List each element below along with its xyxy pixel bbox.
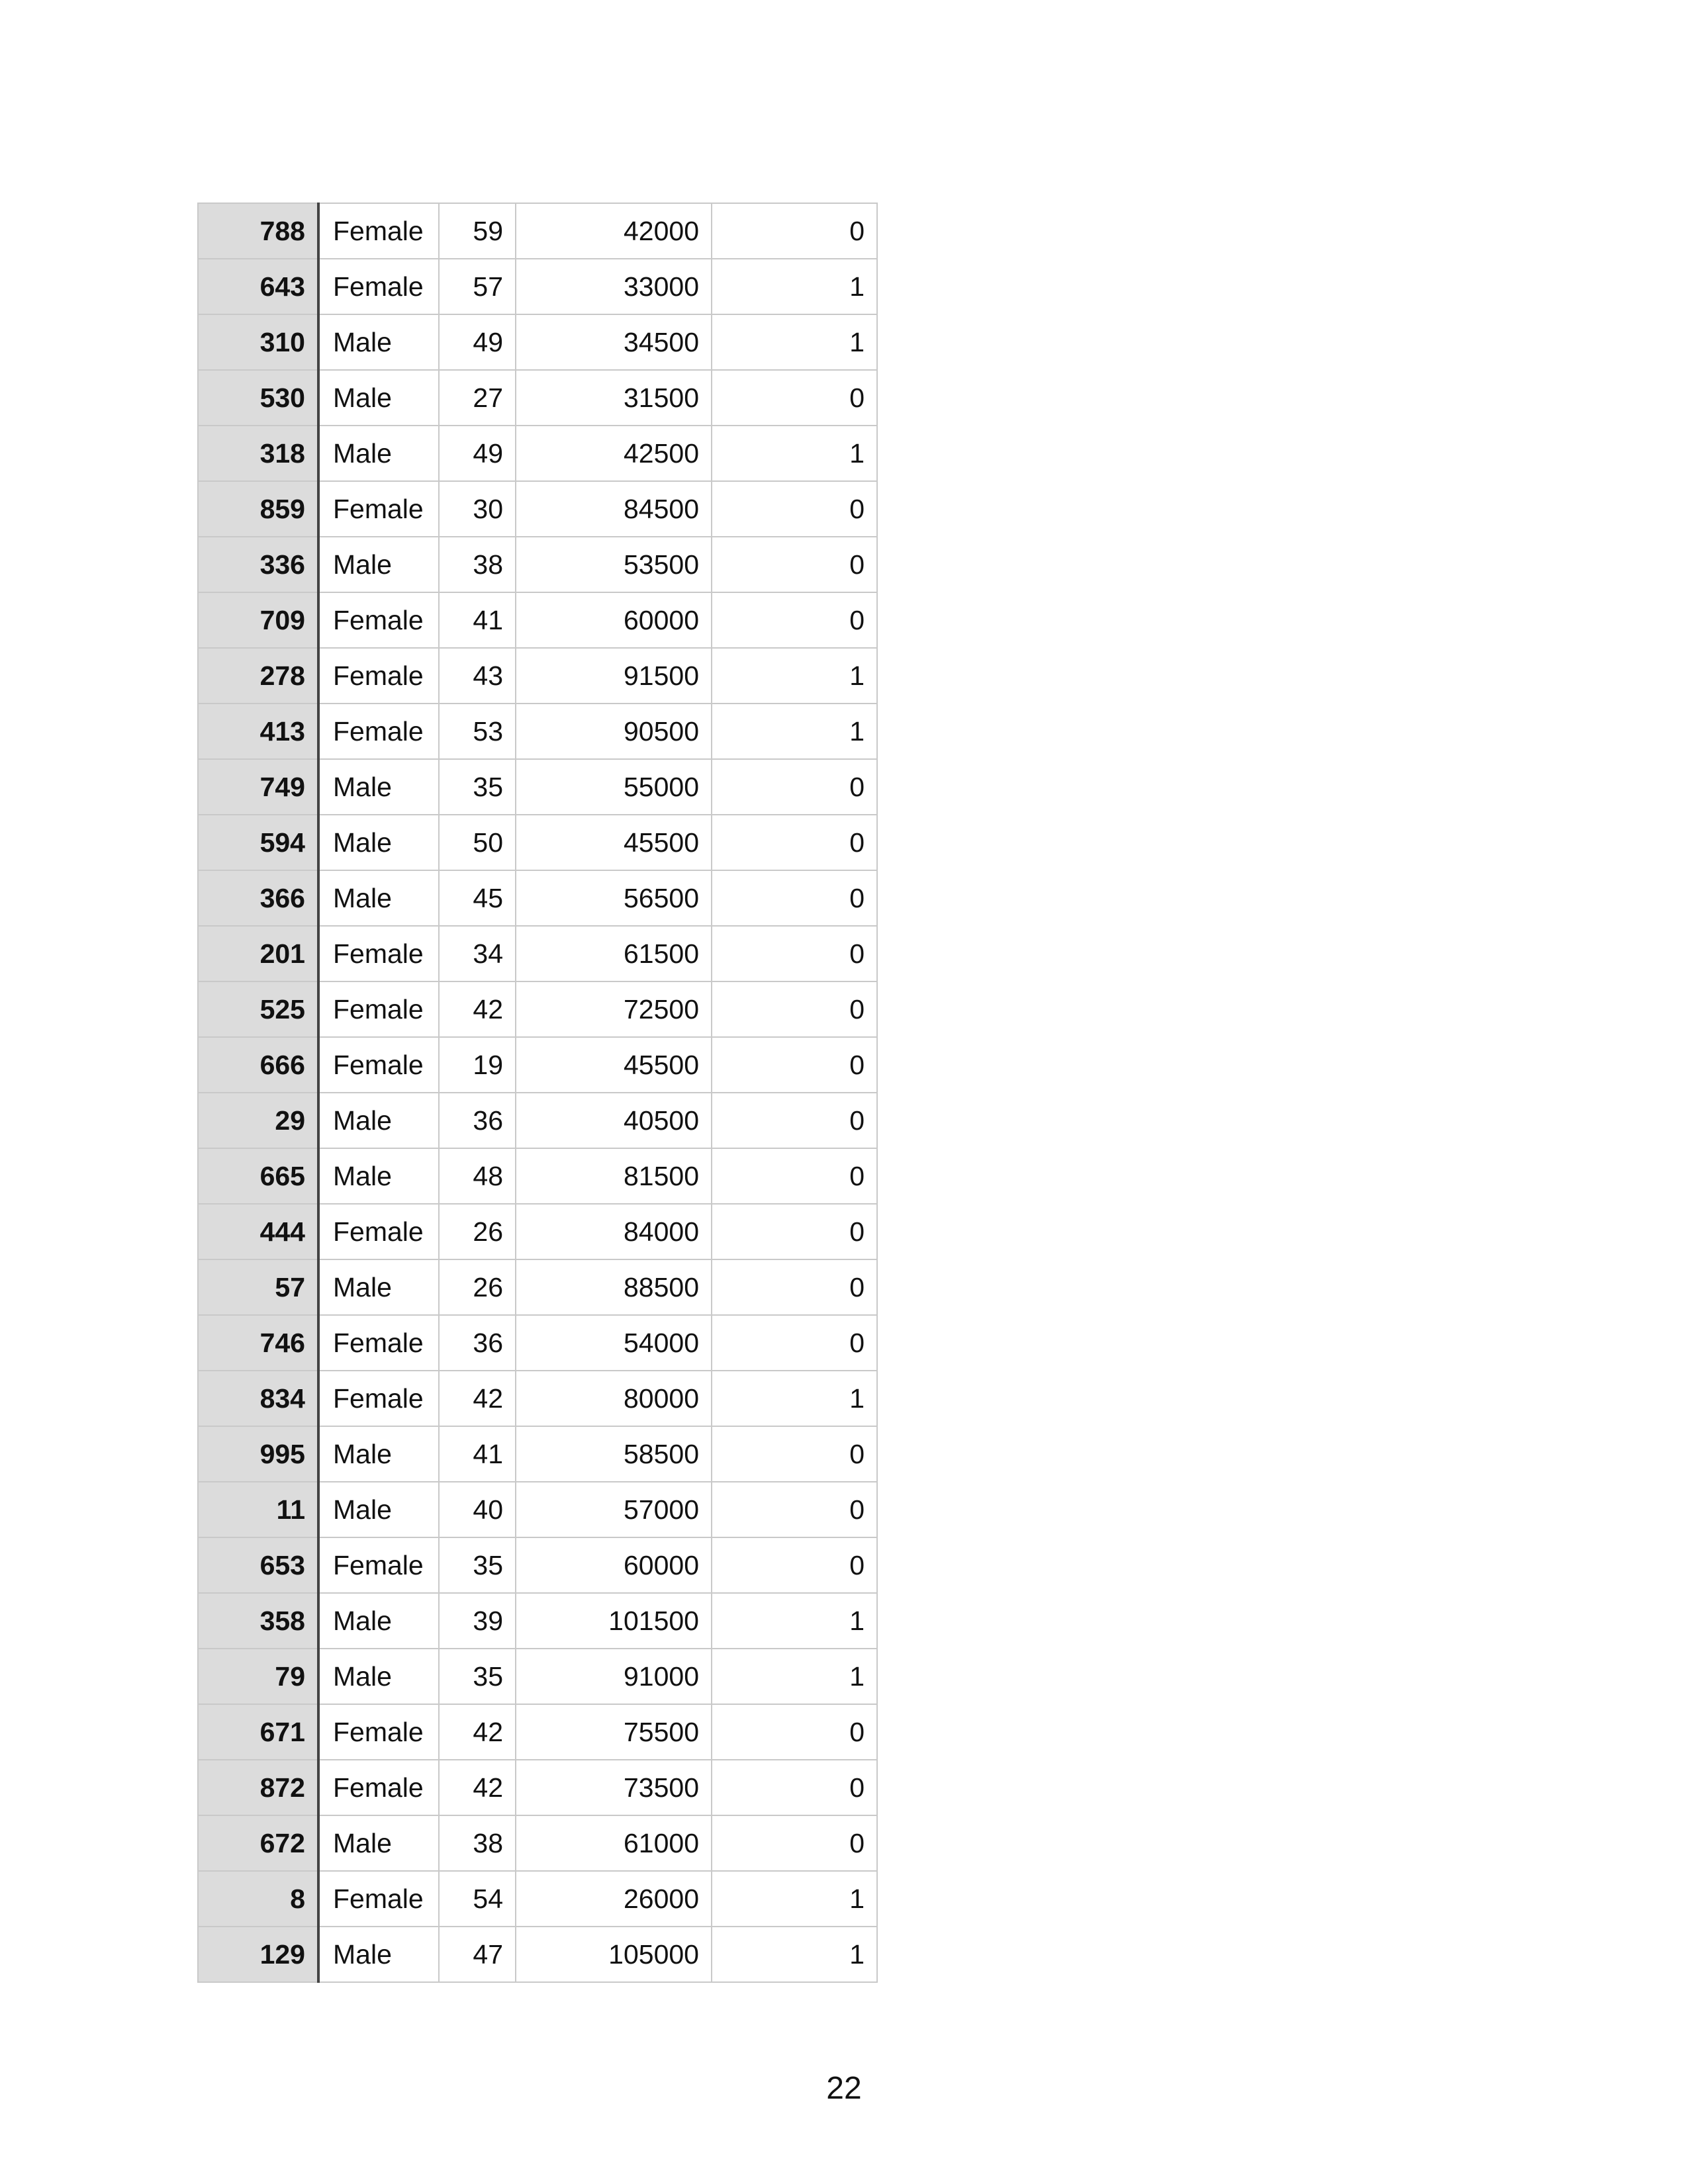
purchased-cell: 0 (712, 815, 877, 870)
salary-cell: 42000 (516, 203, 712, 259)
row-id-cell: 79 (198, 1649, 318, 1704)
purchased-cell: 0 (712, 370, 877, 426)
row-id-cell: 129 (198, 1927, 318, 1982)
row-id-cell: 57 (198, 1259, 318, 1315)
salary-cell: 91500 (516, 648, 712, 704)
table-body (198, 203, 877, 1982)
age-cell: 57 (439, 259, 516, 314)
table-row (198, 1871, 877, 1927)
purchased-cell: 0 (712, 1093, 877, 1148)
table-row (198, 926, 877, 981)
gender-cell: Male (318, 1259, 439, 1315)
row-id-cell: 413 (198, 704, 318, 759)
purchased-cell: 1 (712, 426, 877, 481)
age-cell: 43 (439, 648, 516, 704)
age-cell: 39 (439, 1593, 516, 1649)
age-cell: 35 (439, 759, 516, 815)
row-id-cell: 8 (198, 1871, 318, 1927)
salary-cell: 80000 (516, 1371, 712, 1426)
age-cell: 54 (439, 1871, 516, 1927)
salary-cell: 55000 (516, 759, 712, 815)
salary-cell: 75500 (516, 1704, 712, 1760)
row-id-cell: 666 (198, 1037, 318, 1093)
age-cell: 41 (439, 592, 516, 648)
row-id-cell: 834 (198, 1371, 318, 1426)
gender-cell: Male (318, 1593, 439, 1649)
row-id-cell: 788 (198, 203, 318, 259)
gender-cell: Male (318, 1426, 439, 1482)
gender-cell: Female (318, 1315, 439, 1371)
age-cell: 38 (439, 537, 516, 592)
salary-cell: 72500 (516, 981, 712, 1037)
page-number-label: 22 (826, 2071, 862, 2106)
gender-cell: Female (318, 259, 439, 314)
table-row (198, 370, 877, 426)
row-id-cell: 336 (198, 537, 318, 592)
gender-cell: Female (318, 926, 439, 981)
row-id-cell: 653 (198, 1537, 318, 1593)
age-cell: 35 (439, 1537, 516, 1593)
gender-cell: Female (318, 1871, 439, 1927)
gender-cell: Male (318, 1927, 439, 1982)
purchased-cell: 1 (712, 314, 877, 370)
age-cell: 36 (439, 1093, 516, 1148)
row-id-cell: 318 (198, 426, 318, 481)
gender-cell: Female (318, 704, 439, 759)
gender-cell: Male (318, 1482, 439, 1537)
row-id-cell: 995 (198, 1426, 318, 1482)
gender-cell: Male (318, 759, 439, 815)
age-cell: 19 (439, 1037, 516, 1093)
purchased-cell: 0 (712, 1259, 877, 1315)
purchased-cell: 0 (712, 1482, 877, 1537)
gender-cell: Female (318, 648, 439, 704)
purchased-cell: 0 (712, 1815, 877, 1871)
salary-cell: 33000 (516, 259, 712, 314)
row-id-cell: 594 (198, 815, 318, 870)
table-row (198, 870, 877, 926)
row-id-cell: 366 (198, 870, 318, 926)
salary-cell: 45500 (516, 1037, 712, 1093)
age-cell: 40 (439, 1482, 516, 1537)
age-cell: 27 (439, 370, 516, 426)
salary-cell: 84500 (516, 481, 712, 537)
purchased-cell: 1 (712, 1593, 877, 1649)
gender-cell: Male (318, 426, 439, 481)
row-id-cell: 643 (198, 259, 318, 314)
age-cell: 34 (439, 926, 516, 981)
purchased-cell: 1 (712, 704, 877, 759)
gender-cell: Female (318, 1204, 439, 1259)
salary-cell: 101500 (516, 1593, 712, 1649)
salary-cell: 105000 (516, 1927, 712, 1982)
page-number (0, 2070, 1688, 2107)
row-id-cell: 278 (198, 648, 318, 704)
purchased-cell: 0 (712, 1204, 877, 1259)
salary-cell: 26000 (516, 1871, 712, 1927)
age-cell: 49 (439, 314, 516, 370)
table-row (198, 759, 877, 815)
salary-cell: 57000 (516, 1482, 712, 1537)
purchased-cell: 0 (712, 981, 877, 1037)
row-id-cell: 872 (198, 1760, 318, 1815)
age-cell: 42 (439, 1371, 516, 1426)
purchased-cell: 0 (712, 926, 877, 981)
gender-cell: Male (318, 815, 439, 870)
salary-cell: 88500 (516, 1259, 712, 1315)
salary-cell: 61000 (516, 1815, 712, 1871)
table-row (198, 1482, 877, 1537)
row-id-cell: 358 (198, 1593, 318, 1649)
row-id-cell: 672 (198, 1815, 318, 1871)
age-cell: 49 (439, 426, 516, 481)
age-cell: 59 (439, 203, 516, 259)
purchased-cell: 0 (712, 759, 877, 815)
gender-cell: Female (318, 1537, 439, 1593)
salary-cell: 90500 (516, 704, 712, 759)
data-table (197, 203, 878, 1983)
table-row (198, 1704, 877, 1760)
age-cell: 30 (439, 481, 516, 537)
gender-cell: Female (318, 981, 439, 1037)
gender-cell: Male (318, 1093, 439, 1148)
gender-cell: Male (318, 1815, 439, 1871)
age-cell: 42 (439, 1760, 516, 1815)
purchased-cell: 0 (712, 1537, 877, 1593)
age-cell: 26 (439, 1259, 516, 1315)
gender-cell: Male (318, 370, 439, 426)
salary-cell: 53500 (516, 537, 712, 592)
salary-cell: 45500 (516, 815, 712, 870)
table-row (198, 1204, 877, 1259)
row-id-cell: 201 (198, 926, 318, 981)
gender-cell: Female (318, 592, 439, 648)
table-row (198, 314, 877, 370)
gender-cell: Male (318, 537, 439, 592)
table-row (198, 592, 877, 648)
gender-cell: Female (318, 203, 439, 259)
gender-cell: Female (318, 481, 439, 537)
gender-cell: Female (318, 1704, 439, 1760)
row-id-cell: 29 (198, 1093, 318, 1148)
table-row (198, 1426, 877, 1482)
purchased-cell: 1 (712, 1649, 877, 1704)
salary-cell: 73500 (516, 1760, 712, 1815)
table-row (198, 815, 877, 870)
salary-cell: 91000 (516, 1649, 712, 1704)
salary-cell: 58500 (516, 1426, 712, 1482)
gender-cell: Female (318, 1760, 439, 1815)
age-cell: 45 (439, 870, 516, 926)
salary-cell: 34500 (516, 314, 712, 370)
table-row (198, 1927, 877, 1982)
table-row (198, 481, 877, 537)
age-cell: 36 (439, 1315, 516, 1371)
table-row (198, 648, 877, 704)
age-cell: 41 (439, 1426, 516, 1482)
age-cell: 47 (439, 1927, 516, 1982)
age-cell: 26 (439, 1204, 516, 1259)
purchased-cell: 1 (712, 648, 877, 704)
salary-cell: 54000 (516, 1315, 712, 1371)
purchased-cell: 0 (712, 1148, 877, 1204)
table-row (198, 981, 877, 1037)
purchased-cell: 1 (712, 1927, 877, 1982)
salary-cell: 60000 (516, 592, 712, 648)
gender-cell: Male (318, 1649, 439, 1704)
row-id-cell: 525 (198, 981, 318, 1037)
age-cell: 38 (439, 1815, 516, 1871)
purchased-cell: 1 (712, 1871, 877, 1927)
table-row (198, 1371, 877, 1426)
salary-cell: 42500 (516, 426, 712, 481)
table-row (198, 1093, 877, 1148)
age-cell: 42 (439, 1704, 516, 1760)
purchased-cell: 1 (712, 1371, 877, 1426)
row-id-cell: 310 (198, 314, 318, 370)
row-id-cell: 749 (198, 759, 318, 815)
age-cell: 50 (439, 815, 516, 870)
purchased-cell: 0 (712, 592, 877, 648)
row-id-cell: 859 (198, 481, 318, 537)
table-row (198, 259, 877, 314)
gender-cell: Female (318, 1037, 439, 1093)
row-id-cell: 709 (198, 592, 318, 648)
table-row (198, 1037, 877, 1093)
salary-cell: 56500 (516, 870, 712, 926)
age-cell: 53 (439, 704, 516, 759)
row-id-cell: 530 (198, 370, 318, 426)
purchased-cell: 0 (712, 481, 877, 537)
table-row (198, 203, 877, 259)
table-row (198, 1815, 877, 1871)
table-row (198, 1760, 877, 1815)
age-cell: 42 (439, 981, 516, 1037)
salary-cell: 84000 (516, 1204, 712, 1259)
row-id-cell: 11 (198, 1482, 318, 1537)
purchased-cell: 0 (712, 870, 877, 926)
row-id-cell: 671 (198, 1704, 318, 1760)
salary-cell: 61500 (516, 926, 712, 981)
purchased-cell: 0 (712, 1426, 877, 1482)
row-id-cell: 444 (198, 1204, 318, 1259)
salary-cell: 81500 (516, 1148, 712, 1204)
purchased-cell: 0 (712, 537, 877, 592)
table-row (198, 1649, 877, 1704)
row-id-cell: 746 (198, 1315, 318, 1371)
age-cell: 48 (439, 1148, 516, 1204)
salary-cell: 60000 (516, 1537, 712, 1593)
purchased-cell: 1 (712, 259, 877, 314)
purchased-cell: 0 (712, 1760, 877, 1815)
age-cell: 35 (439, 1649, 516, 1704)
row-id-cell: 665 (198, 1148, 318, 1204)
table-row (198, 1148, 877, 1204)
gender-cell: Male (318, 314, 439, 370)
gender-cell: Male (318, 870, 439, 926)
salary-cell: 40500 (516, 1093, 712, 1148)
purchased-cell: 0 (712, 1037, 877, 1093)
table-row (198, 426, 877, 481)
purchased-cell: 0 (712, 203, 877, 259)
gender-cell: Female (318, 1371, 439, 1426)
purchased-cell: 0 (712, 1315, 877, 1371)
table-row (198, 1593, 877, 1649)
purchased-cell: 0 (712, 1704, 877, 1760)
table-row (198, 704, 877, 759)
gender-cell: Male (318, 1148, 439, 1204)
table-row (198, 1315, 877, 1371)
table-row (198, 537, 877, 592)
salary-cell: 31500 (516, 370, 712, 426)
table-row (198, 1259, 877, 1315)
table-row (198, 1537, 877, 1593)
